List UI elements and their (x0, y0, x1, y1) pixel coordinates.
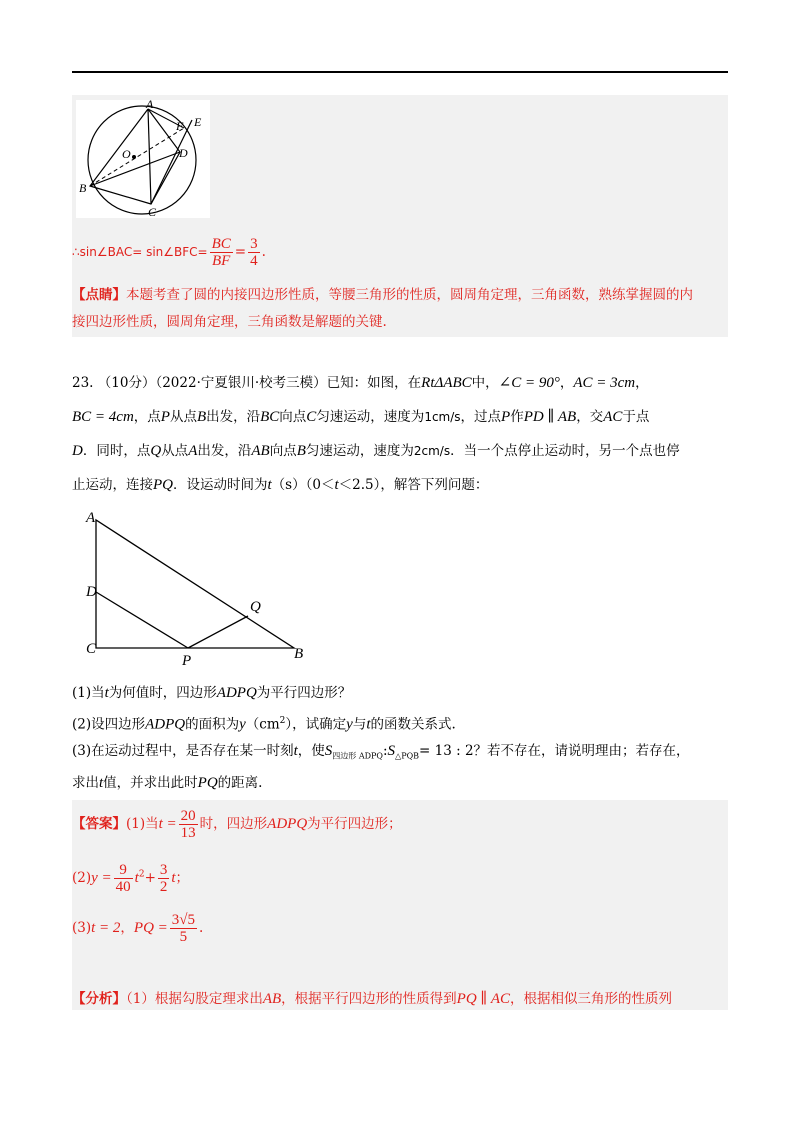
subquestion-3-cont: 求出t值，并求出此时PQ的距离. (72, 775, 263, 791)
problem-line3: D．同时，点Q从点A出发，沿AB向点B匀速运动，速度为2cm/s．当一个点停止运动时，另一个点也停 (72, 443, 680, 459)
label-A: A (146, 100, 154, 111)
label-B: B (79, 181, 87, 195)
answer-3: (3)t = 2，PQ = $\frac{3√5}{5}$ . (72, 912, 204, 945)
answer-1: 【答案】(1)当t = $\frac{20}{13}$ 时，四边形ADPQ为平行四边形； (72, 808, 402, 841)
label-Q: Q (250, 599, 261, 615)
subquestion-1: (1)当t为何值时，四边形ADPQ为平行四边形？ (72, 685, 352, 701)
prev-comment-line2: 接四边形性质，圆周角定理，三角函数是解题的关键. (72, 314, 387, 330)
analysis-line: 【分析】（1）根据勾股定理求出AB，根据平行四边形的性质得到PQ ∥ AC，根据相似三角形的性质列 (72, 991, 672, 1007)
label-B: B (294, 646, 304, 662)
label-O: O (122, 147, 131, 161)
subquestion-2: (2)设四边形ADPQ的面积为$y(cm^2)$，试确定y与t的函数关系式. (72, 716, 456, 733)
label-A: A (86, 510, 96, 526)
header-rule (72, 71, 728, 73)
problem-line4: 止运动，连接PQ．设运动时间为t（s）（0＜t＜2.5），解答下列问题： (72, 477, 489, 493)
subquestion-3: (3)在运动过程中，是否存在某一时刻t，使$S_{四边形 ADPQ}:S_{\triangle PQB}= 13$ : 2？若不存在，请说明理由；若存在， (72, 743, 690, 761)
answer-2: (2)y = $\frac{9}{40}$ $t^2+$ $\frac{3}{2}$ t； (72, 862, 190, 895)
label-C: C (148, 205, 157, 218)
label-C: C (86, 641, 97, 657)
prev-conclusion: ∴sin∠BAC= sin∠BFC= $\frac{BC}{BF}$ = $\frac{3}{4}$ . (72, 236, 266, 269)
label-P: P (182, 653, 192, 668)
label-F: F (176, 119, 184, 133)
problem-line1: 23. （10分）（2022·宁夏银川·校考三模）已知：如图，在RtΔABC中，∠C = 90°，AC = 3cm， (72, 375, 649, 391)
triangle-figure (82, 508, 312, 668)
label-D: D (179, 146, 188, 160)
problem-line2: BC = 4cm，点P从点B出发，沿BC向点C匀速运动，速度为1cm/s，过点P作PD ∥ AB，交AC于点 (72, 409, 650, 425)
prev-comment-line1: 【点睛】本题考查了圆的内接四边形性质，等腰三角形的性质，圆周角定理，三角函数，熟练掌握圆的内 (72, 287, 693, 303)
label-E: E (194, 115, 202, 129)
circle-figure (76, 100, 210, 218)
label-D: D (86, 584, 97, 600)
